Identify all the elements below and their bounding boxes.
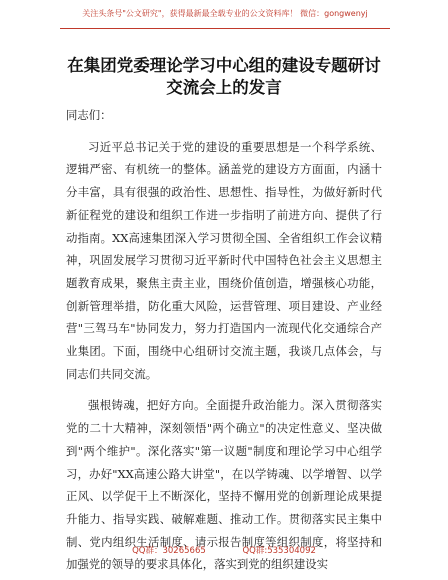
document-title-line-1: 在集团党委理论学习中心组的建设专题研讨 (67, 56, 381, 75)
header-divider (60, 28, 390, 29)
footer-qq-group-2: QQ群:535304092 (242, 546, 316, 556)
document-title (40, 55, 408, 99)
paragraph: 强根铸魂，把好方向。全面提升政治能力。深入贯彻落实党的二十大精神，深刻领悟"两个确立"的决定性意义、坚决做到"两个维护"。深化落实"第一议题"制度和理论学习中心组学习，办好"XX高速公路大讲堂"，在以学铸魂、以学增智、以学正风、以学促干上不断深化，坚持不懈用党的创新理论成果提升能力、指导实践、破解难题、推动工作。贯彻落实民主集中制、党内组织生活制度、请示报告制度等组织制度，将坚持和加强党的领导的要求具体化，落实到党的组织建设实 (66, 398, 382, 572)
footer-contact (0, 544, 448, 556)
header-notice: 关注头条号"公文研究"，获得最新最全载专业的公文资料库！ 微信：gongwenyj (82, 9, 368, 18)
document-body (66, 104, 382, 576)
paragraph: 习近平总书记关于党的建设的重要思想是一个科学系统、逻辑严密、有机统一的整体。涵盖党的建设方方面面，内涵十分丰富，具有很强的政治性、思想性、指导性，为做好新时代新征程党的建设和组织工作进一步指明了前进方向、提供了行动指南。XX高速集团深入学习贯彻全国、全省组织工作会议精神，巩固发展学习贯彻习近平新时代中国特色社会主义思想主题教育成果，聚焦主责主业，围绕价值创造，增强核心功能，创新管理举措，防化重大风险，运营管理、项目建设、产业经营"三驾马车"协同发力，努力打造国内一流现代化交通综合产业集团。下面，围绕中心组研讨交流主题，我谈几点体会，与同志们共同交流。 (66, 139, 382, 381)
footer-qq-group-1: QQ群：30265665 (132, 546, 206, 556)
salutation: 同志们： (66, 108, 112, 122)
document-title-line-2: 交流会上的发言 (166, 78, 282, 97)
